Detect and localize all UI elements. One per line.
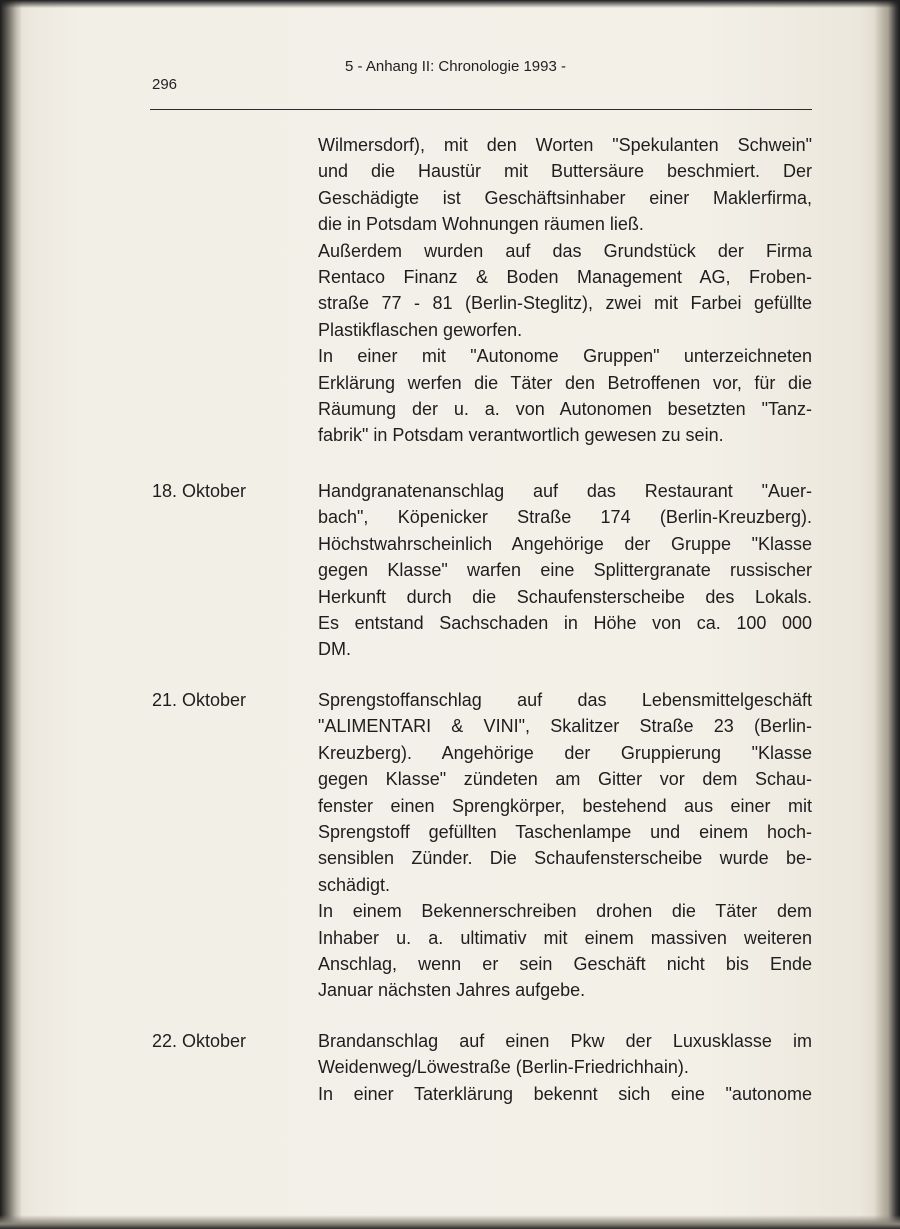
text-line: sensiblen Zünder. Die Schaufensterscheibe wurde be-	[318, 848, 812, 869]
text-line: "ALIMENTARI & VINI", Skalitzer Straße 23 (Berlin-	[318, 716, 812, 737]
header-rule	[150, 109, 812, 110]
text-line: schädigt.	[318, 874, 391, 895]
text-line: fenster einen Sprengkörper, bestehend aus einer mit	[318, 795, 812, 816]
text-line: Sprengstoffanschlag auf das Lebensmittelgeschäft	[318, 690, 812, 710]
text-line: Anschlag, wenn er sein Geschäft nicht bis Ende	[318, 953, 812, 974]
continuation-text	[318, 132, 812, 449]
text-line: und die Haustür mit Buttersäure beschmiert. Der	[318, 161, 812, 182]
text-line: Erklärung werfen die Täter den Betroffenen vor, für die	[318, 372, 812, 393]
text-line: Kreuzberg). Angehörige der Gruppierung "Klasse	[318, 742, 812, 763]
text-line: Brandanschlag auf einen Pkw der Luxusklasse im	[318, 1031, 812, 1051]
text-line: In einer mit "Autonome Gruppen" unterzeichneten	[318, 346, 812, 367]
text-line: bach", Köpenicker Straße 174 (Berlin-Kreuzberg).	[318, 507, 812, 528]
entry-date: 22. Oktober	[152, 1031, 247, 1051]
text-line: fabrik" in Potsdam verantwortlich gewesen zu sein.	[318, 425, 724, 446]
text-line: Inhaber u. a. ultimativ mit einem massiven weiteren	[318, 927, 812, 948]
text-line: straße 77 - 81 (Berlin-Steglitz), zwei mit Farbei gefüllte	[318, 293, 812, 314]
text-line: Höchstwahrscheinlich Angehörige der Gruppe "Klasse	[318, 533, 812, 554]
text-line: Handgranatenanschlag auf das Restaurant "Auer-	[318, 481, 812, 501]
text-line: Herkunft durch die Schaufensterscheibe des Lokals.	[318, 586, 812, 607]
text-line: Wilmersdorf), mit den Worten "Spekulanten Schwein"	[318, 135, 812, 155]
page-edge-shadow	[874, 0, 900, 1229]
top-edge-shadow	[0, 0, 900, 8]
text-line: Außerdem wurden auf das Grundstück der Firma	[318, 240, 812, 261]
entry-text	[318, 687, 812, 1004]
text-line: gegen Klasse" zündeten am Gitter vor dem Schau-	[318, 769, 812, 790]
entry-date: 18. Oktober	[152, 481, 247, 501]
text-line: Sprengstoff gefüllten Taschenlampe und einem hoch-	[318, 821, 812, 842]
text-line: gegen Klasse" warfen eine Splittergranate russischer	[318, 560, 812, 581]
running-head: 5 - Anhang II: Chronologie 1993 -	[345, 58, 566, 75]
text-line: Rentaco Finanz & Boden Management AG, Froben-	[318, 266, 812, 287]
entry-text	[318, 1028, 812, 1107]
text-line: Januar nächsten Jahres aufgebe.	[318, 980, 586, 1001]
entry-date: 21. Oktober	[152, 690, 247, 710]
text-line: Plastikflaschen geworfen.	[318, 319, 523, 340]
bottom-edge-shadow	[0, 1215, 900, 1229]
text-line: In einem Bekennerschreiben drohen die Täter dem	[318, 901, 812, 922]
book-spine-shadow	[0, 0, 22, 1229]
text-line: Es entstand Sachschaden in Höhe von ca. 100 000	[318, 612, 812, 633]
text-line: In einer Taterklärung bekennt sich eine "autonome	[318, 1083, 812, 1104]
text-line: Räumung der u. a. von Autonomen besetzten "Tanz-	[318, 398, 812, 419]
text-line: DM.	[318, 639, 351, 660]
entry-text	[318, 478, 812, 663]
page-number: 296	[152, 76, 178, 93]
text-line: Weidenweg/Löwestraße (Berlin-Friedrichhain).	[318, 1057, 689, 1078]
text-line: die in Potsdam Wohnungen räumen ließ.	[318, 214, 644, 235]
text-line: Geschädigte ist Geschäftsinhaber einer Maklerfirma,	[318, 187, 812, 208]
